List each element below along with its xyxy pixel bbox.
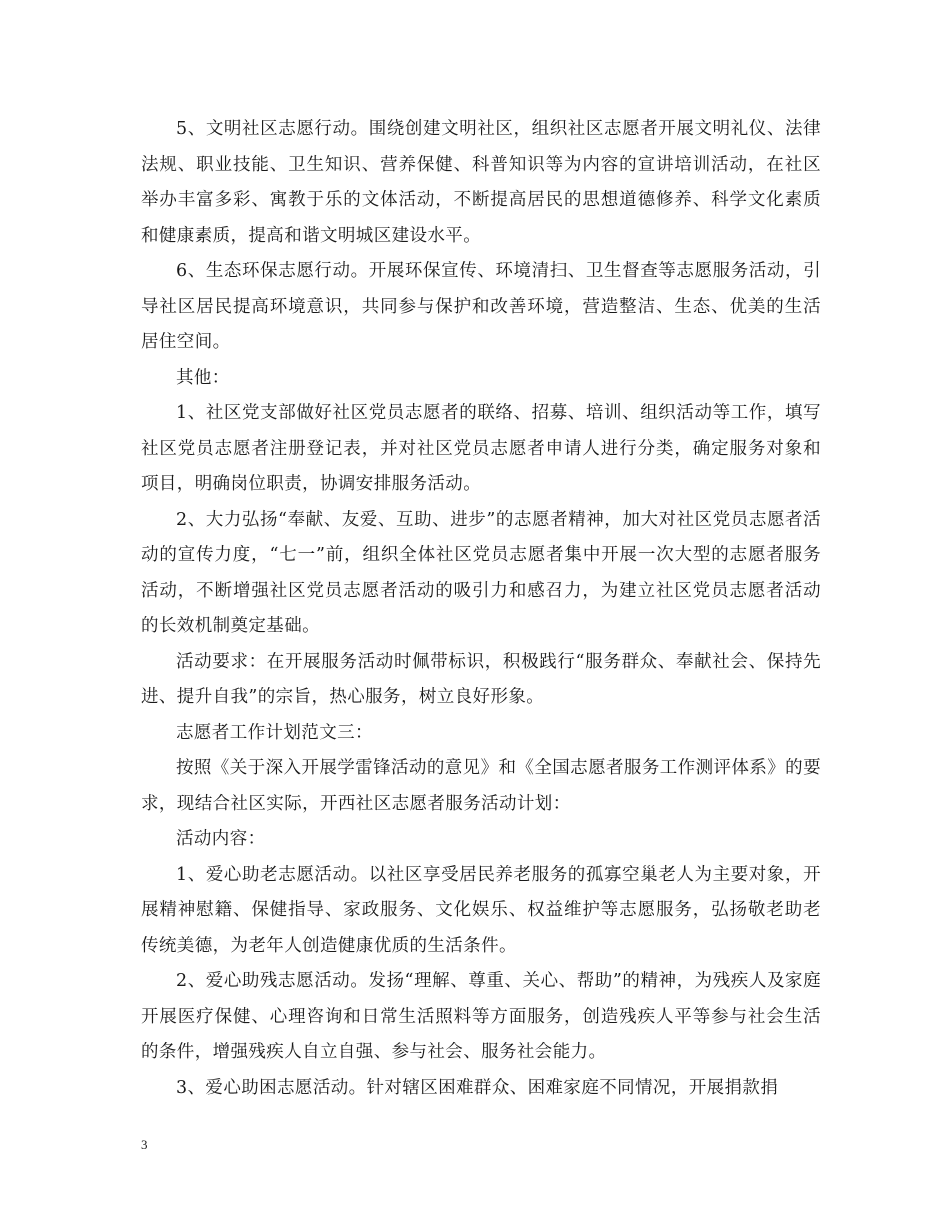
paragraph-volunteer-spirit: 2、大力弘扬“奉献、友爱、互助、进步”的志愿者精神，加大对社区党员志愿者活动的宣传力度，“七一”前，组织全体社区党员志愿者集中开展一次大型的志愿者服务活动，不断增强社区党员志愿者活动的吸引力和感召力，为建立社区党员志愿者活动的长效机制奠定基础。 <box>141 509 821 636</box>
paragraph-intro: 按照《关于深入开展学雷锋活动的意见》和《全国志愿者服务工作测评体系》的要求，现结合社区实际，开西社区志愿者服务活动计划： <box>141 758 821 814</box>
paragraph-poverty-help: 3、爱心助困志愿活动。针对辖区困难群众、困难家庭不同情况，开展捐款捐 <box>176 1077 779 1098</box>
paragraph-others-heading: 其他： <box>176 367 230 388</box>
paragraph-activity-content-heading: 活动内容： <box>176 829 266 849</box>
paragraph-sample-three-title: 志愿者工作计划范文三： <box>176 722 373 743</box>
paragraph-eco-environment: 6、生态环保志愿行动。开展环保宣传、环境清扫、卫生督查等志愿服务活动，引导社区居民提高环境意识，共同参与保护和改善环境，营造整洁、生态、优美的生活居住空间。 <box>141 261 821 352</box>
paragraph-disability-help: 2、爱心助残志愿活动。发扬“理解、尊重、关心、帮助”的精神，为残疾人及家庭开展医疗保健、心理咨询和日常生活照料等方面服务，创造残疾人平等参与社会生活的条件，增强残疾人自立自强、参与社会、服务社会能力。 <box>141 971 821 1062</box>
paragraph-elderly-care: 1、爱心助老志愿活动。以社区享受居民养老服务的孤寡空巢老人为主要对象，开展精神慰籍、保健指导、家政服务、文化娱乐、权益维护等志愿服务，弘扬敬老助老传统美德，为老年人创造健康优质的生活条件。 <box>141 864 821 956</box>
paragraph-party-branch: 1、社区党支部做好社区党员志愿者的联络、招募、培训、组织活动等工作，填写社区党员志愿者注册登记表，并对社区党员志愿者申请人进行分类，确定服务对象和项目，明确岗位职责，协调安排服务活动。 <box>141 403 821 494</box>
paragraph-civilized-community: 5、文明社区志愿行动。围绕创建文明社区，组织社区志愿者开展文明礼仪、法律法规、职业技能、卫生知识、营养保健、科普知识等为内容的宣讲培训活动，在社区举办丰富多彩、寓教于乐的文体活动，不断提高居民的思想道德修养、科学文化素质和健康素质，提高和谐文明城区建设水平。 <box>141 119 821 246</box>
document-body <box>141 112 821 1106</box>
page-number: 3 <box>141 1137 148 1152</box>
paragraph-activity-requirements: 活动要求：在开展服务活动时佩带标识，积极践行“服务群众、奉献社会、保持先进、提升自我”的宗旨，热心服务，树立良好形象。 <box>141 651 821 707</box>
